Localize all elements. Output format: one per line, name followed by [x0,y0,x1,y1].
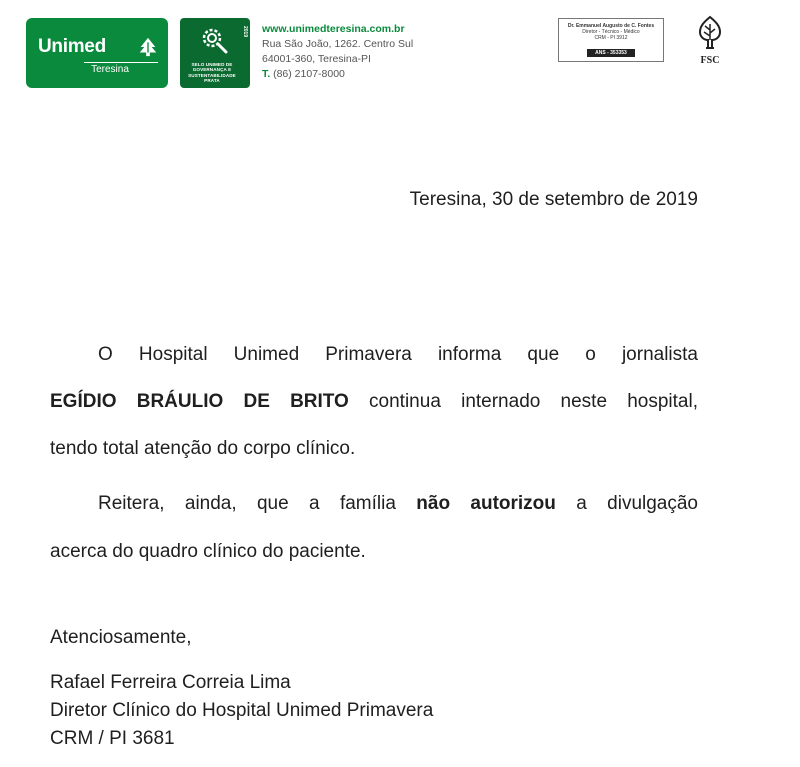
signatory-crm: CRM / PI 3681 [50,728,175,749]
seal-line: PRATA [204,78,220,84]
p2-line-1 [50,480,698,528]
stamp-ans: ANS - 353353 [587,49,635,57]
p1-line-2 [50,378,698,425]
seal-line: GOVERNANÇA E [192,67,232,73]
stamp-crm: CRM - PI 3912 [594,35,628,41]
journalist-name: EGÍDIO BRÁULIO DE BRITO [50,391,349,412]
p1-line-3: tendo total atenção do corpo clínico. [50,438,356,459]
governance-seal [180,18,250,88]
p1-line-2-rest: continua internado neste hospital, [348,391,698,412]
fsc-label: FSC [700,55,720,66]
street-address: Rua São João, 1262. Centro Sul [262,38,414,50]
logo-city-text: Teresina [91,64,129,75]
signatory-name: Rafael Ferreira Correia Lima [50,672,291,693]
fsc-tree-icon [692,14,728,52]
seal-text [182,62,242,84]
unimed-tree-icon [137,36,159,58]
logo-divider [84,62,158,63]
stamp-name: Dr. Emmanuel Augusto de C. Fontes [567,23,655,29]
phone-label: T. [262,68,271,80]
not-authorized-emphasis: não autorizou [416,493,556,514]
medical-director-stamp [558,18,664,62]
p2-line-1-a: Reitera, ainda, que a família [98,493,417,514]
phone-number: (86) 2107-8000 [273,68,345,80]
gear-magnifier-icon [198,24,230,56]
p2-line-1-b: a divulgação [555,493,698,514]
letter-date: Teresina, 30 de setembro de 2019 [409,189,698,210]
stamp-role: Diretor - Técnico - Médico [582,29,640,35]
signatory-title: Diretor Clínico do Hospital Unimed Primavera [50,700,434,721]
paragraph-2 [50,480,698,576]
fsc-logo [690,14,730,64]
p1-line-1: O Hospital Unimed Primavera informa que o jornalista [98,344,698,365]
p2-line-2: acerca do quadro clínico do paciente. [50,541,366,562]
seal-year: 2019 [242,26,248,38]
seal-line: SUSTENTABILIDADE [188,72,236,78]
address-block [262,22,413,82]
seal-line: SELO UNIMED DE [191,62,233,67]
phone-line [262,67,413,82]
zip-city: 64001-360, Teresina-PI [262,53,371,65]
logo-brand-text: Unimed [38,36,106,57]
unimed-teresina-logo [26,18,168,88]
website-link[interactable]: www.unimedteresina.com.br [262,23,405,35]
closing: Atenciosamente, [50,627,192,648]
paragraph-1 [50,331,698,472]
